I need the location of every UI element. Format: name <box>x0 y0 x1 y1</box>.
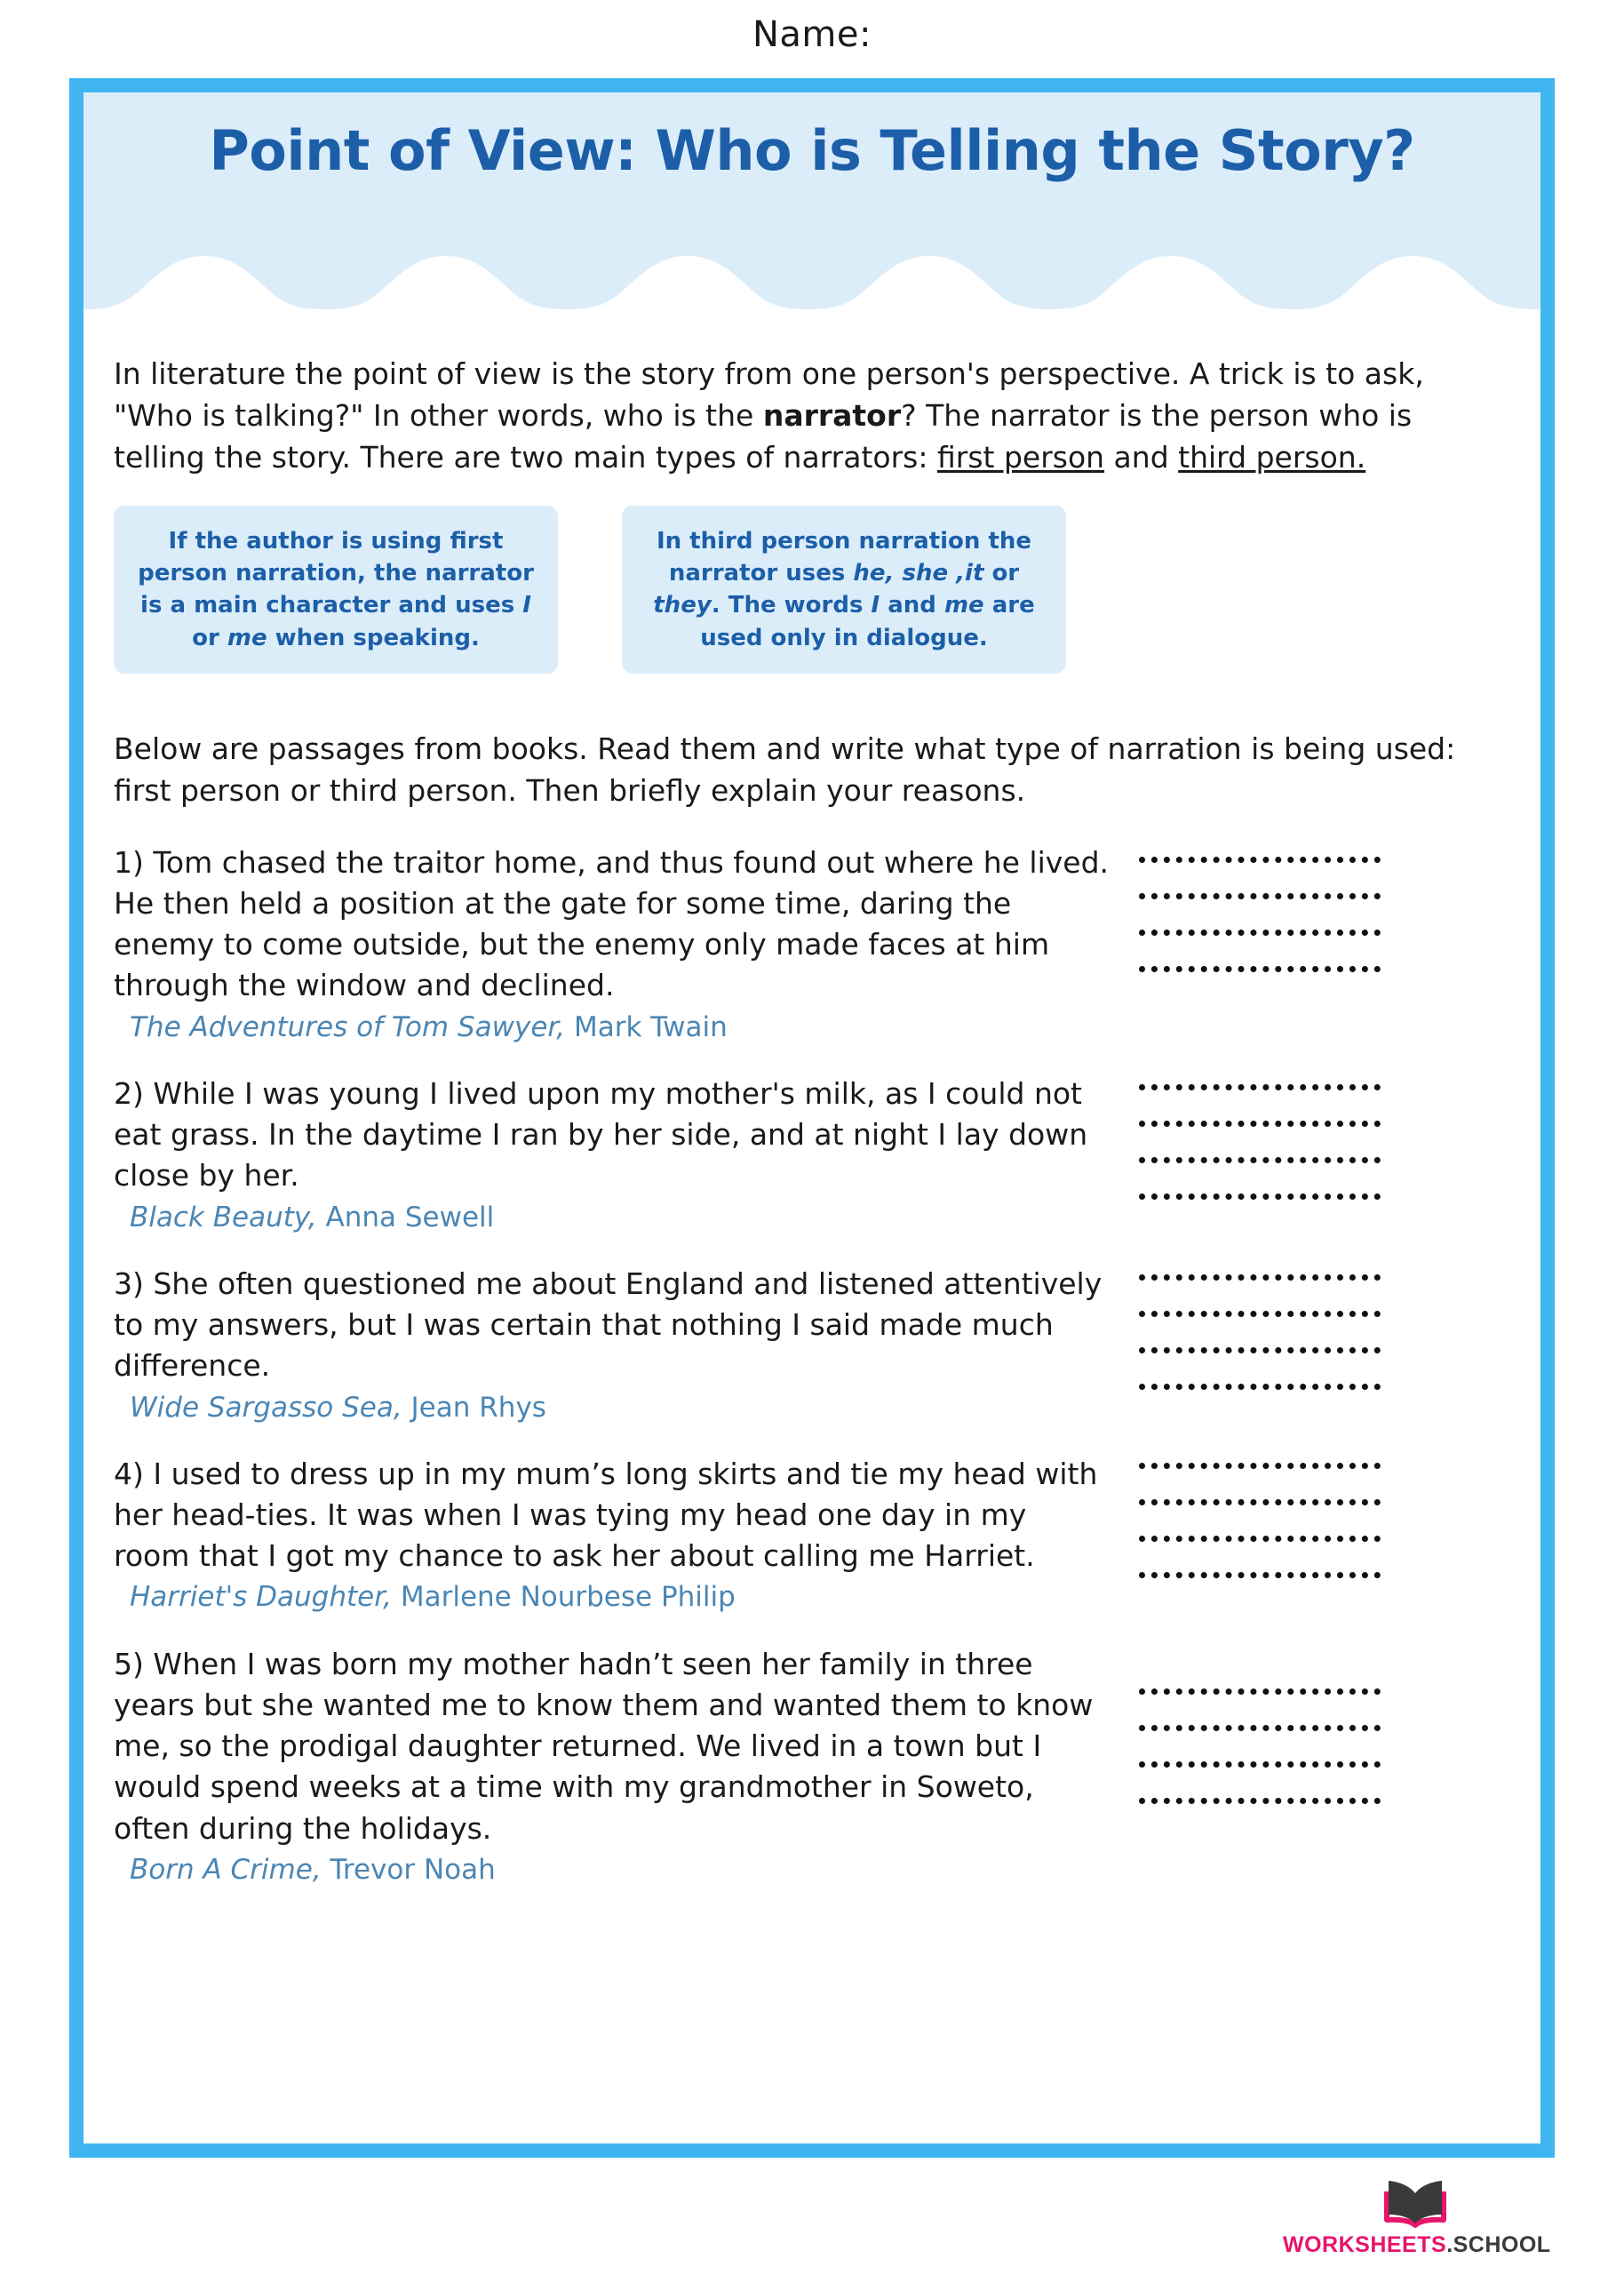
intro-paragraph <box>114 354 1510 479</box>
answer-lines-group[interactable] <box>1109 1454 1510 1578</box>
callout-first-seg-2: or <box>192 624 227 651</box>
question-text-column <box>114 1454 1109 1617</box>
book-title: Born A Crime, <box>130 1853 322 1886</box>
intro-part-3: and <box>1104 439 1179 475</box>
brand-name-tld: .SCHOOL <box>1446 2232 1551 2257</box>
worksheet-sheet <box>69 78 1555 2158</box>
passage-citation <box>130 1199 1109 1237</box>
callout-third-italic-me: me <box>943 592 984 619</box>
answer-line[interactable] <box>1139 1347 1381 1353</box>
answer-line[interactable] <box>1139 1084 1381 1090</box>
question-item <box>114 1264 1510 1427</box>
footer-branding <box>1283 2179 1549 2258</box>
book-title: Black Beauty, <box>130 1201 317 1233</box>
answer-line[interactable] <box>1139 1761 1381 1768</box>
answer-line[interactable] <box>1139 1499 1381 1505</box>
name-line <box>0 0 1624 69</box>
book-author: Marlene Nourbese Philip <box>391 1581 736 1614</box>
book-author: Trevor Noah <box>321 1853 496 1886</box>
intro-underline-third-person: third person. <box>1178 439 1366 475</box>
instruction-paragraph: Below are passages from books. Read them and write what type of narration is being used: first person or third person. Then briefly explain your reasons. <box>114 731 1456 808</box>
passage-text: 3) She often questioned me about England and listened attentively to my answers, but I was certain that nothing I said made much difference. <box>114 1265 1103 1384</box>
answer-line[interactable] <box>1139 857 1381 863</box>
passage-text: 2) While I was young I lived upon my mother's milk, as I could not eat grass. In the daytime I ran by her side, and at night I lay down close by her. <box>114 1076 1088 1193</box>
callout-third-italic-i: I <box>871 592 880 619</box>
callout-first-seg-1: If the author is using first person narration, the narrator is a main character and uses <box>138 527 534 619</box>
answer-lines-group[interactable] <box>1109 1644 1510 1804</box>
answer-line[interactable] <box>1139 1193 1381 1200</box>
page-title: Point of View: Who is Telling the Story? <box>209 118 1415 183</box>
callout-third-seg-1: In third person narration the narrator uses <box>656 527 1032 587</box>
answer-line[interactable] <box>1139 966 1381 972</box>
answer-line[interactable] <box>1139 1311 1381 1317</box>
callout-first-person <box>114 506 558 675</box>
name-label: Name: <box>752 14 872 55</box>
question-text-column <box>114 1264 1109 1427</box>
answer-lines-group[interactable] <box>1109 1264 1510 1390</box>
intro-part-1: In literature the point of view is the story from one person's perspective. A trick is to ask, "Who is talking?" In other words, who is the <box>114 356 1424 433</box>
answer-line[interactable] <box>1139 1274 1381 1281</box>
worksheet-body <box>84 331 1540 479</box>
answer-lines-group[interactable] <box>1109 842 1510 972</box>
callout-third-italic-they: they <box>653 592 712 619</box>
book-title: Harriet's Daughter, <box>130 1581 392 1614</box>
book-author: Jean Rhys <box>402 1391 546 1424</box>
answer-line[interactable] <box>1139 1463 1381 1469</box>
intro-part-2: ? The narrator is the person who is telling the story. There are two main types of narrators: <box>114 397 1413 475</box>
answer-line[interactable] <box>1139 1798 1381 1804</box>
callout-third-seg-5: are used only in dialogue. <box>700 592 1035 651</box>
wave-divider-decoration <box>84 251 1540 331</box>
answer-line[interactable] <box>1139 893 1381 899</box>
passage-citation <box>130 1389 1109 1427</box>
callout-first-seg-3: when speaking. <box>267 624 480 651</box>
answer-line[interactable] <box>1139 1157 1381 1163</box>
callout-third-seg-4: and <box>880 592 944 619</box>
question-item <box>114 1074 1510 1237</box>
answer-lines-group[interactable] <box>1109 1074 1510 1200</box>
passage-citation <box>130 1578 1109 1616</box>
questions-list <box>114 842 1510 1889</box>
answer-line[interactable] <box>1139 930 1381 936</box>
book-title: The Adventures of Tom Sawyer, <box>130 1010 566 1043</box>
callout-first-italic-i: I <box>522 592 531 619</box>
book-author: Anna Sewell <box>316 1201 495 1233</box>
callout-first-italic-me: me <box>227 624 267 651</box>
question-text-column <box>114 1644 1109 1889</box>
question-item <box>114 842 1510 1047</box>
callout-third-italic-pronouns: he, she ,it <box>853 559 984 587</box>
answer-line[interactable] <box>1139 1572 1381 1578</box>
book-author: Mark Twain <box>565 1010 728 1043</box>
book-title: Wide Sargasso Sea, <box>130 1391 402 1424</box>
callout-third-seg-2: or <box>983 559 1020 587</box>
answer-line[interactable] <box>1139 1121 1381 1127</box>
answer-line[interactable] <box>1139 1725 1381 1731</box>
callout-third-person <box>622 506 1066 675</box>
callout-third-seg-3: . The words <box>711 592 872 619</box>
callout-row <box>84 506 1540 675</box>
brand-wordmark <box>1283 2232 1549 2258</box>
brand-name-primary: WORKSHEETS <box>1283 2232 1447 2257</box>
worksheet-body-lower <box>84 674 1540 1889</box>
question-text-column <box>114 1074 1109 1237</box>
question-text-column <box>114 842 1109 1047</box>
passage-text: 4) I used to dress up in my mum’s long skirts and tie my head with her head-ties. It was when I was tying my head one day in my room that I got my chance to ask her about calling me Harriet. <box>114 1456 1098 1574</box>
answer-line[interactable] <box>1139 1536 1381 1542</box>
intro-bold-narrator: narrator <box>762 397 902 433</box>
question-item <box>114 1644 1510 1889</box>
intro-underline-first-person: first person <box>936 439 1105 475</box>
answer-line[interactable] <box>1139 1384 1381 1390</box>
passage-text: 1) Tom chased the traitor home, and thus found out where he lived. He then held a position at the gate for some time, daring the enemy to come outside, but the enemy only made faces at him through the window and declined. <box>114 844 1110 1003</box>
passage-citation <box>130 1009 1109 1047</box>
worksheet-header-banner <box>84 92 1540 331</box>
open-book-icon <box>1383 2179 1449 2231</box>
passage-citation <box>130 1851 1109 1889</box>
answer-line[interactable] <box>1139 1688 1381 1695</box>
passage-text: 5) When I was born my mother hadn’t seen her family in three years but she wanted me to know them and wanted them to know me, so the prodigal daughter returned. We lived in a town but I would spend weeks at a time with my grandmother in Soweto, often during the holidays. <box>114 1646 1094 1846</box>
question-item <box>114 1454 1510 1617</box>
